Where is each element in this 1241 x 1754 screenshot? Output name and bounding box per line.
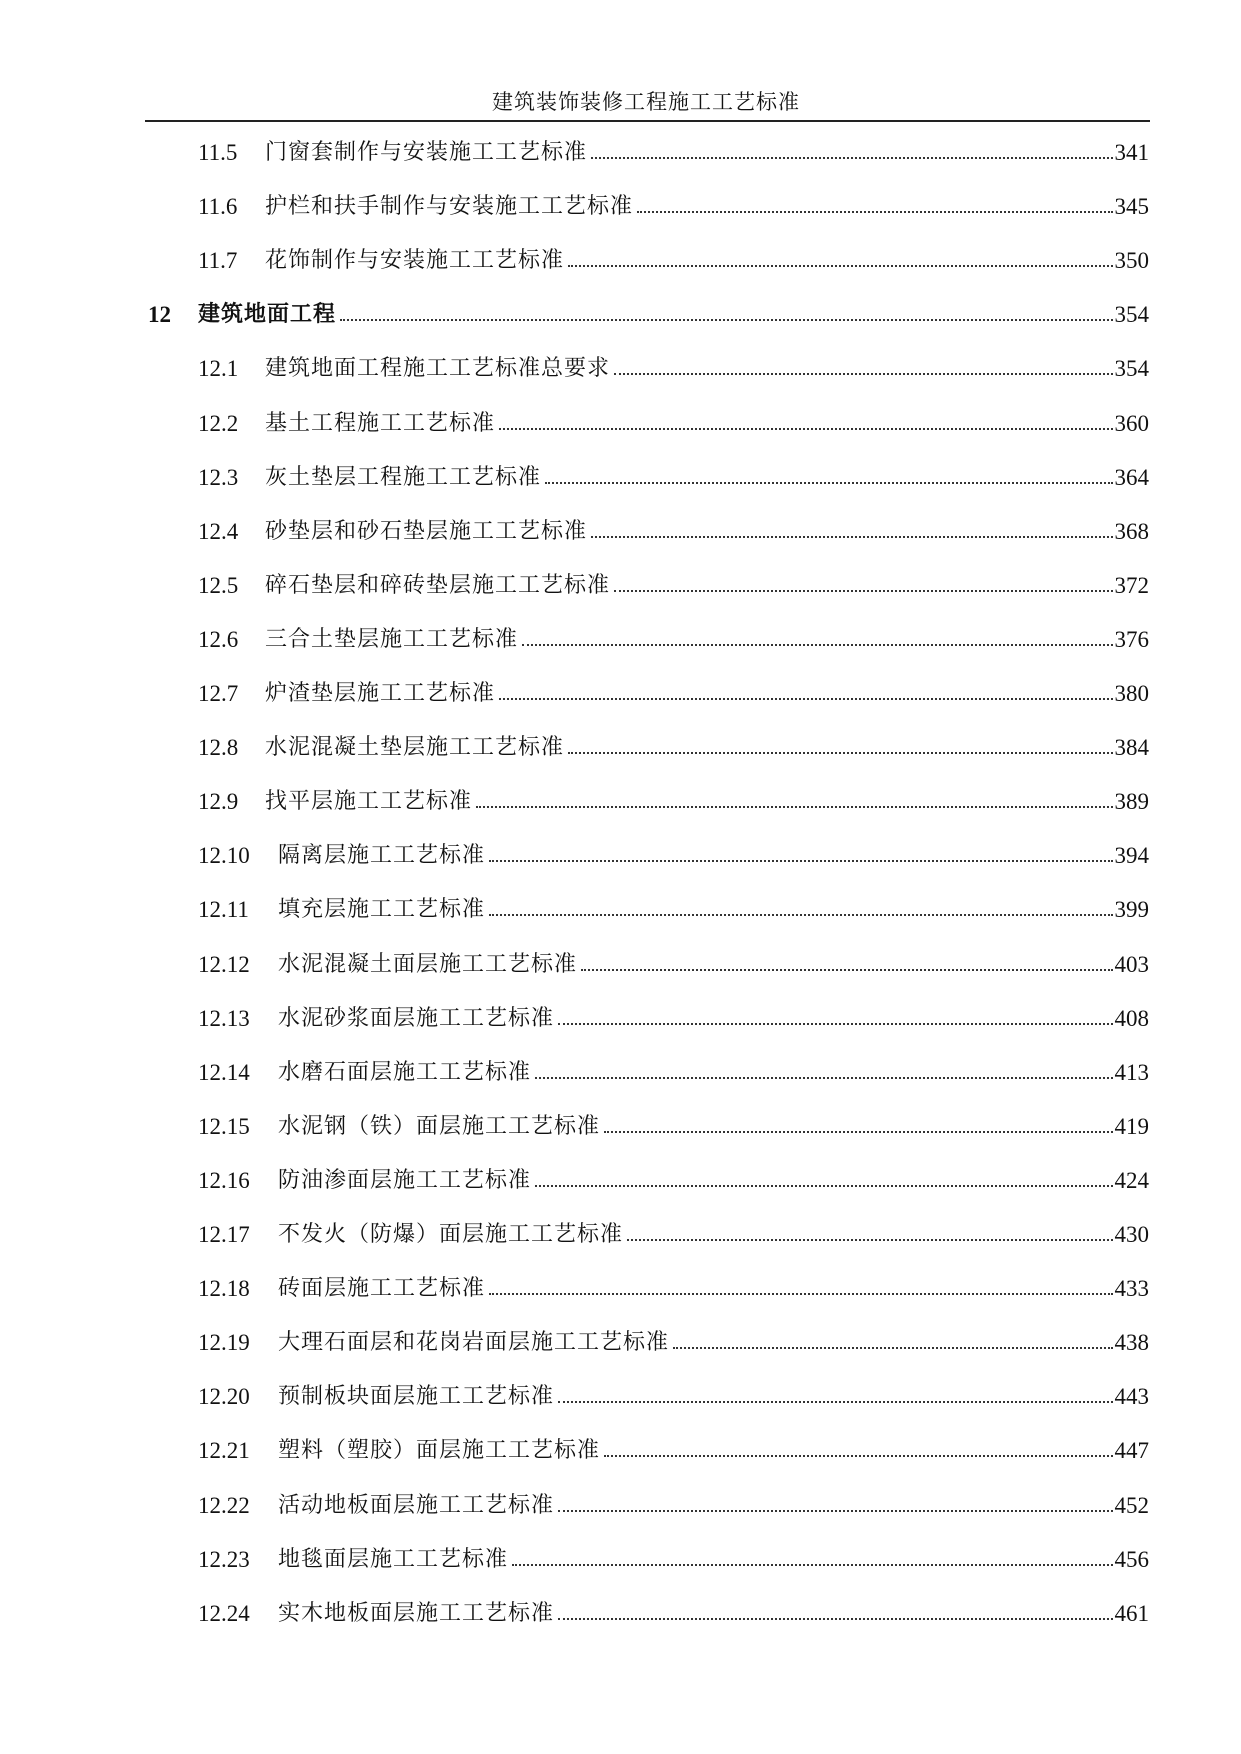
toc-entry-row[interactable] (0, 126, 1241, 166)
toc-entry-number: 12.4 (198, 519, 239, 544)
toc-entry-body (265, 676, 1149, 707)
toc-dot-leader (591, 157, 1112, 159)
toc-dot-leader (535, 1077, 1112, 1079)
toc-entry-body (265, 784, 1149, 815)
toc-entry-row[interactable] (0, 1262, 1241, 1302)
toc-page-number: 438 (1114, 1330, 1149, 1355)
toc-entry-body (278, 1433, 1149, 1464)
toc-entry-title: 预制板块面层施工工艺标准 (278, 1384, 555, 1409)
toc-dot-leader (637, 211, 1112, 213)
toc-page-number: 413 (1114, 1060, 1149, 1085)
toc-entry-number: 12.18 (198, 1276, 250, 1301)
toc-dot-leader (604, 1131, 1112, 1133)
toc-entry-body (278, 1001, 1149, 1032)
toc-dot-leader (489, 860, 1112, 862)
toc-page-number: 430 (1114, 1222, 1149, 1247)
toc-entry-number: 12.19 (198, 1330, 250, 1355)
toc-entry-number: 12 (148, 302, 171, 327)
toc-entry-number: 12.5 (198, 573, 239, 598)
toc-entry-body (278, 1596, 1149, 1627)
toc-entry-number: 12.16 (198, 1168, 250, 1193)
toc-page-number: 354 (1114, 356, 1149, 381)
toc-entry-number: 12.1 (198, 356, 239, 381)
toc-entry-row[interactable] (0, 1587, 1241, 1627)
toc-entry-row[interactable] (0, 559, 1241, 599)
toc-entry-title: 砂垫层和砂石垫层施工工艺标准 (265, 519, 588, 544)
toc-entry-body (278, 1217, 1149, 1248)
toc-entry-body (265, 351, 1149, 382)
toc-entry-row[interactable] (0, 180, 1241, 220)
toc-page-number: 368 (1114, 519, 1149, 544)
toc-page-number: 389 (1114, 789, 1149, 814)
toc-dot-leader (614, 590, 1112, 592)
toc-entry-body (278, 1379, 1149, 1410)
toc-page-number: 424 (1114, 1168, 1149, 1193)
toc-entry-body (198, 297, 1149, 328)
toc-entry-number: 12.6 (198, 627, 239, 652)
toc-entry-title: 门窗套制作与安装施工工艺标准 (265, 140, 588, 165)
toc-page-number: 360 (1114, 411, 1149, 436)
toc-entry-title: 护栏和扶手制作与安装施工工艺标准 (265, 194, 634, 219)
toc-entry-row[interactable] (0, 1424, 1241, 1464)
toc-entry-title: 水磨石面层施工工艺标准 (278, 1060, 532, 1085)
toc-entry-row[interactable] (0, 1046, 1241, 1086)
toc-dot-leader (499, 428, 1112, 430)
toc-page-number: 456 (1114, 1547, 1149, 1572)
toc-chapter-row[interactable] (0, 288, 1241, 328)
toc-entry-body (278, 1542, 1149, 1573)
toc-entry-row[interactable] (0, 1208, 1241, 1248)
toc-entry-title: 炉渣垫层施工工艺标准 (265, 681, 496, 706)
toc-entry-body (278, 1271, 1149, 1302)
toc-dot-leader (558, 1618, 1112, 1620)
toc-entry-title: 水泥混凝土垫层施工工艺标准 (265, 735, 565, 760)
toc-entry-title: 水泥砂浆面层施工工艺标准 (278, 1006, 555, 1031)
toc-entry-body (278, 1325, 1149, 1356)
toc-entry-row[interactable] (0, 1370, 1241, 1410)
toc-entry-row[interactable] (0, 342, 1241, 382)
toc-dot-leader (522, 644, 1112, 646)
toc-entry-body (265, 460, 1149, 491)
toc-page-number: 452 (1114, 1493, 1149, 1518)
toc-entry-row[interactable] (0, 1100, 1241, 1140)
toc-entry-body (265, 568, 1149, 599)
toc-entry-body (278, 1055, 1149, 1086)
toc-page-number: 350 (1114, 248, 1149, 273)
toc-entry-title: 花饰制作与安装施工工艺标准 (265, 248, 565, 273)
toc-dot-leader (614, 373, 1112, 375)
toc-entry-title: 水泥混凝土面层施工工艺标准 (278, 952, 578, 977)
toc-entry-title: 不发火（防爆）面层施工工艺标准 (278, 1222, 624, 1247)
toc-entry-title: 塑料（塑胶）面层施工工艺标准 (278, 1438, 601, 1463)
toc-entry-title: 基土工程施工工艺标准 (265, 411, 496, 436)
toc-page-number: 354 (1114, 302, 1149, 327)
toc-page-number: 394 (1114, 843, 1149, 868)
toc-dot-leader (535, 1185, 1112, 1187)
toc-entry-number: 11.5 (198, 140, 238, 165)
toc-entry-title: 活动地板面层施工工艺标准 (278, 1493, 555, 1518)
toc-page-number: 461 (1114, 1601, 1149, 1626)
toc-entry-row[interactable] (0, 829, 1241, 869)
toc-entry-row[interactable] (0, 613, 1241, 653)
toc-page-number: 376 (1114, 627, 1149, 652)
toc-entry-body (278, 947, 1149, 978)
toc-entry-row[interactable] (0, 1479, 1241, 1519)
toc-dot-leader (545, 482, 1112, 484)
toc-page-number: 433 (1114, 1276, 1149, 1301)
toc-entry-row[interactable] (0, 938, 1241, 978)
toc-entry-title: 碎石垫层和碎砖垫层施工工艺标准 (265, 573, 611, 598)
toc-dot-leader (558, 1023, 1112, 1025)
toc-entry-row[interactable] (0, 234, 1241, 274)
toc-entry-row[interactable] (0, 883, 1241, 923)
toc-entry-number: 12.11 (198, 897, 249, 922)
toc-entry-body (265, 514, 1149, 545)
toc-entry-title: 建筑地面工程 (198, 301, 337, 327)
toc-entry-title: 填充层施工工艺标准 (278, 897, 486, 922)
toc-page-number: 380 (1114, 681, 1149, 706)
toc-entry-row[interactable] (0, 992, 1241, 1032)
header-title: 建筑装饰装修工程施工工艺标准 (492, 90, 800, 114)
toc-dot-leader (581, 969, 1112, 971)
toc-dot-leader (627, 1239, 1112, 1241)
toc-dot-leader (604, 1455, 1112, 1457)
toc-entry-number: 12.2 (198, 411, 239, 436)
toc-entry-number: 11.6 (198, 194, 238, 219)
toc-page-number: 419 (1114, 1114, 1149, 1139)
toc-entry-number: 12.21 (198, 1438, 250, 1463)
toc-entry-title: 防油渗面层施工工艺标准 (278, 1168, 532, 1193)
toc-dot-leader (512, 1564, 1112, 1566)
toc-dot-leader (558, 1510, 1112, 1512)
toc-entry-number: 12.15 (198, 1114, 250, 1139)
toc-entry-number: 11.7 (198, 248, 238, 273)
toc-entry-body (278, 1488, 1149, 1519)
toc-entry-row[interactable] (0, 667, 1241, 707)
toc-entry-row[interactable] (0, 397, 1241, 437)
toc-entry-title: 建筑地面工程施工工艺标准总要求 (265, 356, 611, 381)
toc-entry-body (278, 892, 1149, 923)
toc-entry-body (265, 406, 1149, 437)
toc-page-number: 345 (1114, 194, 1149, 219)
toc-entry-body (265, 622, 1149, 653)
toc-entry-row[interactable] (0, 505, 1241, 545)
toc-entry-number: 12.8 (198, 735, 239, 760)
toc-dot-leader (568, 265, 1112, 267)
toc-entry-number: 12.17 (198, 1222, 250, 1247)
toc-dot-leader (489, 1293, 1112, 1295)
toc-dot-leader (499, 698, 1112, 700)
toc-page-number: 384 (1114, 735, 1149, 760)
toc-entry-row[interactable] (0, 1316, 1241, 1356)
toc-entry-number: 12.13 (198, 1006, 250, 1031)
toc-entry-title: 砖面层施工工艺标准 (278, 1276, 486, 1301)
toc-entry-body (265, 243, 1149, 274)
toc-entry-title: 大理石面层和花岗岩面层施工工艺标准 (278, 1330, 670, 1355)
toc-entry-title: 三合土垫层施工工艺标准 (265, 627, 519, 652)
toc-entry-row[interactable] (0, 775, 1241, 815)
toc-entry-number: 12.9 (198, 789, 239, 814)
toc-entry-number: 12.23 (198, 1547, 250, 1572)
toc-entry-row[interactable] (0, 721, 1241, 761)
toc-entry-number: 12.10 (198, 843, 250, 868)
toc-entry-number: 12.3 (198, 465, 239, 490)
toc-entry-title: 地毯面层施工工艺标准 (278, 1547, 509, 1572)
toc-entry-title: 灰土垫层工程施工工艺标准 (265, 465, 542, 490)
toc-page-number: 341 (1114, 140, 1149, 165)
toc-entry-number: 12.20 (198, 1384, 250, 1409)
toc-entry-number: 12.12 (198, 952, 250, 977)
toc-page-number: 408 (1114, 1006, 1149, 1031)
toc-page-number: 372 (1114, 573, 1149, 598)
toc-page-number: 399 (1114, 897, 1149, 922)
toc-dot-leader (558, 1401, 1112, 1403)
toc-dot-leader (476, 806, 1112, 808)
toc-entry-number: 12.24 (198, 1601, 250, 1626)
toc-dot-leader (489, 914, 1112, 916)
toc-entry-title: 找平层施工工艺标准 (265, 789, 473, 814)
toc-entry-title: 隔离层施工工艺标准 (278, 843, 486, 868)
toc-entry-body (265, 135, 1149, 166)
toc-dot-leader (591, 536, 1112, 538)
toc-entry-row[interactable] (0, 1533, 1241, 1573)
toc-entry-body (265, 730, 1149, 761)
toc-entry-number: 12.14 (198, 1060, 250, 1085)
toc-page-number: 364 (1114, 465, 1149, 490)
toc-entry-title: 水泥钢（铁）面层施工工艺标准 (278, 1114, 601, 1139)
toc-entry-row[interactable] (0, 1154, 1241, 1194)
toc-entry-body (278, 1163, 1149, 1194)
toc-page-number: 443 (1114, 1384, 1149, 1409)
toc-entry-title: 实木地板面层施工工艺标准 (278, 1601, 555, 1626)
toc-entry-number: 12.22 (198, 1493, 250, 1518)
toc-entry-number: 12.7 (198, 681, 239, 706)
toc-dot-leader (673, 1347, 1112, 1349)
toc-dot-leader (340, 319, 1112, 321)
toc-page-number: 447 (1114, 1438, 1149, 1463)
toc-entry-body (265, 189, 1149, 220)
toc-entry-body (278, 1109, 1149, 1140)
toc-page-number: 403 (1114, 952, 1149, 977)
toc-entry-row[interactable] (0, 451, 1241, 491)
toc-dot-leader (568, 752, 1112, 754)
toc-entry-body (278, 838, 1149, 869)
